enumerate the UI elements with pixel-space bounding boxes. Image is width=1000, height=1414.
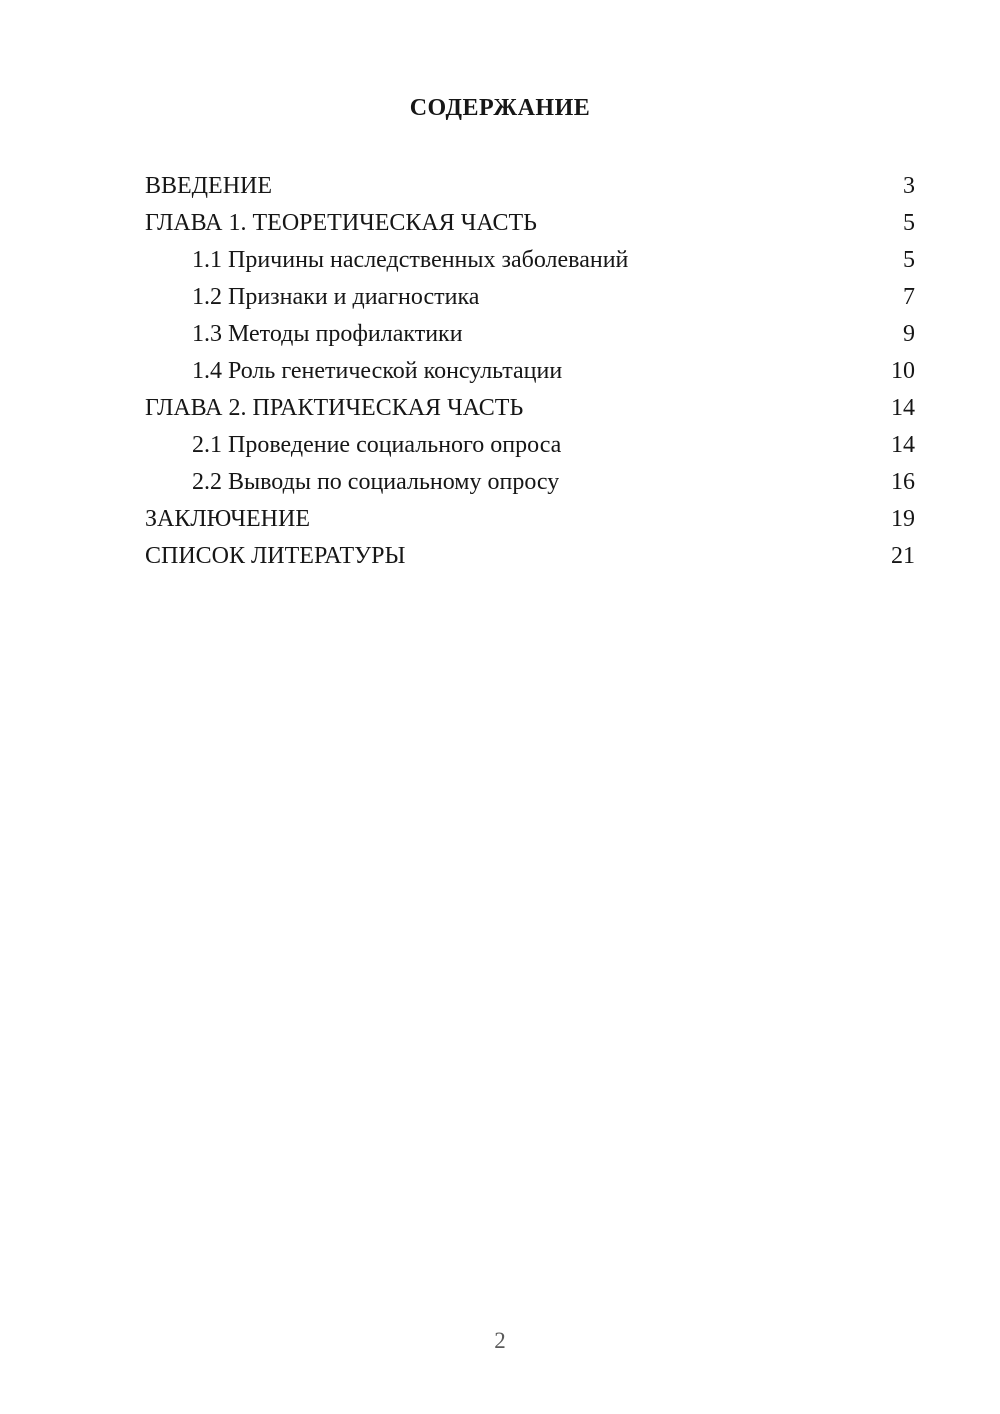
toc-entry-page-number: 19 xyxy=(891,506,915,532)
toc-row-1-1 xyxy=(145,242,915,279)
toc-entry-page-number: 5 xyxy=(903,247,915,273)
toc-entry-label: 1.4 Роль генетической консультации xyxy=(192,358,563,384)
toc-row-1-2 xyxy=(145,279,915,316)
toc-entry-page-number: 14 xyxy=(891,432,915,458)
toc-entry-page-number: 16 xyxy=(891,469,915,495)
toc-row-spisok-literatury xyxy=(145,538,915,575)
footer-page-number: 2 xyxy=(494,1328,506,1353)
toc-entry-label: ГЛАВА 1. ТЕОРЕТИЧЕСКАЯ ЧАСТЬ xyxy=(145,210,537,236)
toc-row-2-1 xyxy=(145,427,915,464)
toc-row-glava-1 xyxy=(145,205,915,242)
page-title: СОДЕРЖАНИЕ xyxy=(409,95,591,121)
toc-entry-page-number: 21 xyxy=(891,543,915,569)
toc-row-1-4 xyxy=(145,353,915,390)
toc-entry-label: ВВЕДЕНИЕ xyxy=(145,173,273,199)
toc-entry-label: ЗАКЛЮЧЕНИЕ xyxy=(145,506,310,532)
toc-row-2-2 xyxy=(145,464,915,501)
toc-entry-label: 1.1 Причины наследственных заболеваний xyxy=(192,247,629,273)
toc-entry-label: СПИСОК ЛИТЕРАТУРЫ xyxy=(145,543,406,569)
table-of-contents xyxy=(145,168,915,575)
toc-row-zakluchenie xyxy=(145,501,915,538)
toc-entry-page-number: 10 xyxy=(891,358,915,384)
toc-entry-label: 2.1 Проведение социального опроса xyxy=(192,432,562,458)
toc-entry-page-number: 14 xyxy=(891,395,915,421)
toc-entry-label: ГЛАВА 2. ПРАКТИЧЕСКАЯ ЧАСТЬ xyxy=(145,395,524,421)
toc-entry-label: 1.2 Признаки и диагностика xyxy=(192,284,480,310)
toc-row-glava-2 xyxy=(145,390,915,427)
toc-entry-page-number: 3 xyxy=(903,173,915,199)
toc-entry-page-number: 5 xyxy=(903,210,915,236)
toc-entry-page-number: 7 xyxy=(903,284,915,310)
toc-entry-page-number: 9 xyxy=(903,321,915,347)
toc-entry-label: 1.3 Методы профилактики xyxy=(192,321,463,347)
toc-row-vvedenie xyxy=(145,168,915,205)
toc-entry-label: 2.2 Выводы по социальному опросу xyxy=(192,469,560,495)
toc-row-1-3 xyxy=(145,316,915,353)
